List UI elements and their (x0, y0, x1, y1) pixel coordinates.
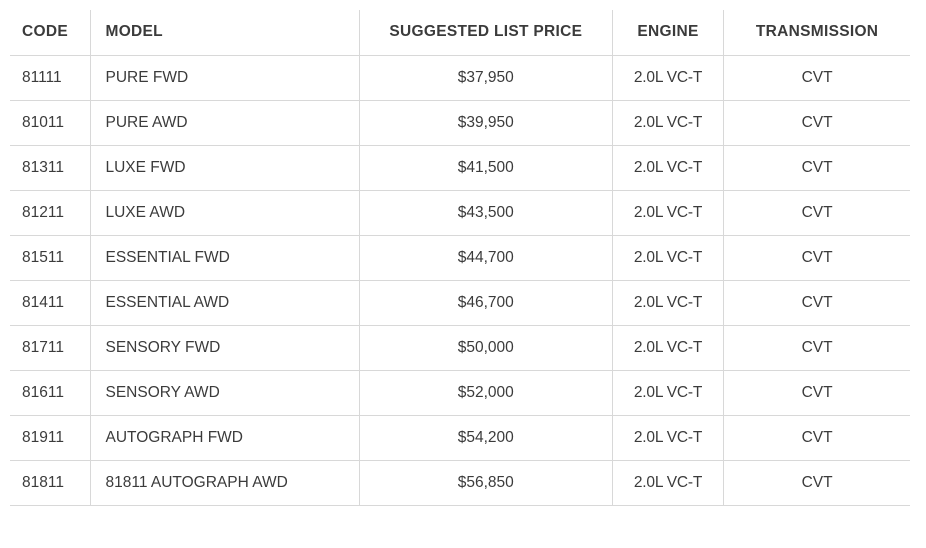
cell-transmission: CVT (724, 235, 910, 280)
cell-engine: 2.0L VC-T (612, 415, 723, 460)
cell-model: ESSENTIAL AWD (91, 280, 359, 325)
table-row (10, 370, 910, 415)
cell-model: SENSORY FWD (91, 325, 359, 370)
cell-model: PURE AWD (91, 100, 359, 145)
cell-price: $52,000 (359, 370, 612, 415)
column-header-price: SUGGESTED LIST PRICE (359, 10, 612, 55)
cell-code: 81311 (10, 145, 91, 190)
cell-transmission: CVT (724, 415, 910, 460)
cell-price: $41,500 (359, 145, 612, 190)
cell-engine: 2.0L VC-T (612, 460, 723, 505)
cell-transmission: CVT (724, 280, 910, 325)
cell-engine: 2.0L VC-T (612, 370, 723, 415)
cell-price: $43,500 (359, 190, 612, 235)
cell-transmission: CVT (724, 190, 910, 235)
cell-price: $56,850 (359, 460, 612, 505)
cell-engine: 2.0L VC-T (612, 100, 723, 145)
cell-model: SENSORY AWD (91, 370, 359, 415)
cell-price: $54,200 (359, 415, 612, 460)
table-row (10, 235, 910, 280)
table-row (10, 325, 910, 370)
cell-code: 81911 (10, 415, 91, 460)
cell-code: 81611 (10, 370, 91, 415)
cell-model: LUXE FWD (91, 145, 359, 190)
cell-code: 81811 (10, 460, 91, 505)
table-row (10, 415, 910, 460)
pricing-table-sheet (0, 10, 926, 548)
cell-engine: 2.0L VC-T (612, 55, 723, 100)
column-header-engine: ENGINE (612, 10, 723, 55)
table-header-row (10, 10, 910, 55)
column-header-model: MODEL (91, 10, 359, 55)
table-row (10, 145, 910, 190)
cell-transmission: CVT (724, 100, 910, 145)
table-row (10, 280, 910, 325)
cell-transmission: CVT (724, 460, 910, 505)
table-body (10, 55, 910, 505)
table-row (10, 100, 910, 145)
cell-model: AUTOGRAPH FWD (91, 415, 359, 460)
cell-code: 81111 (10, 55, 91, 100)
cell-engine: 2.0L VC-T (612, 190, 723, 235)
table-row (10, 190, 910, 235)
cell-code: 81011 (10, 100, 91, 145)
table-row (10, 55, 910, 100)
cell-code: 81711 (10, 325, 91, 370)
cell-transmission: CVT (724, 325, 910, 370)
cell-price: $39,950 (359, 100, 612, 145)
cell-price: $50,000 (359, 325, 612, 370)
pricing-table (10, 10, 910, 506)
cell-code: 81411 (10, 280, 91, 325)
table-header (10, 10, 910, 55)
cell-model: LUXE AWD (91, 190, 359, 235)
cell-model: 81811 AUTOGRAPH AWD (91, 460, 359, 505)
column-header-transmission: TRANSMISSION (724, 10, 910, 55)
cell-transmission: CVT (724, 55, 910, 100)
cell-price: $37,950 (359, 55, 612, 100)
cell-price: $44,700 (359, 235, 612, 280)
cell-engine: 2.0L VC-T (612, 325, 723, 370)
cell-engine: 2.0L VC-T (612, 145, 723, 190)
cell-model: ESSENTIAL FWD (91, 235, 359, 280)
cell-model: PURE FWD (91, 55, 359, 100)
cell-transmission: CVT (724, 145, 910, 190)
table-row (10, 460, 910, 505)
cell-transmission: CVT (724, 370, 910, 415)
cell-engine: 2.0L VC-T (612, 235, 723, 280)
cell-engine: 2.0L VC-T (612, 280, 723, 325)
column-header-code: CODE (10, 10, 91, 55)
cell-code: 81511 (10, 235, 91, 280)
cell-price: $46,700 (359, 280, 612, 325)
cell-code: 81211 (10, 190, 91, 235)
